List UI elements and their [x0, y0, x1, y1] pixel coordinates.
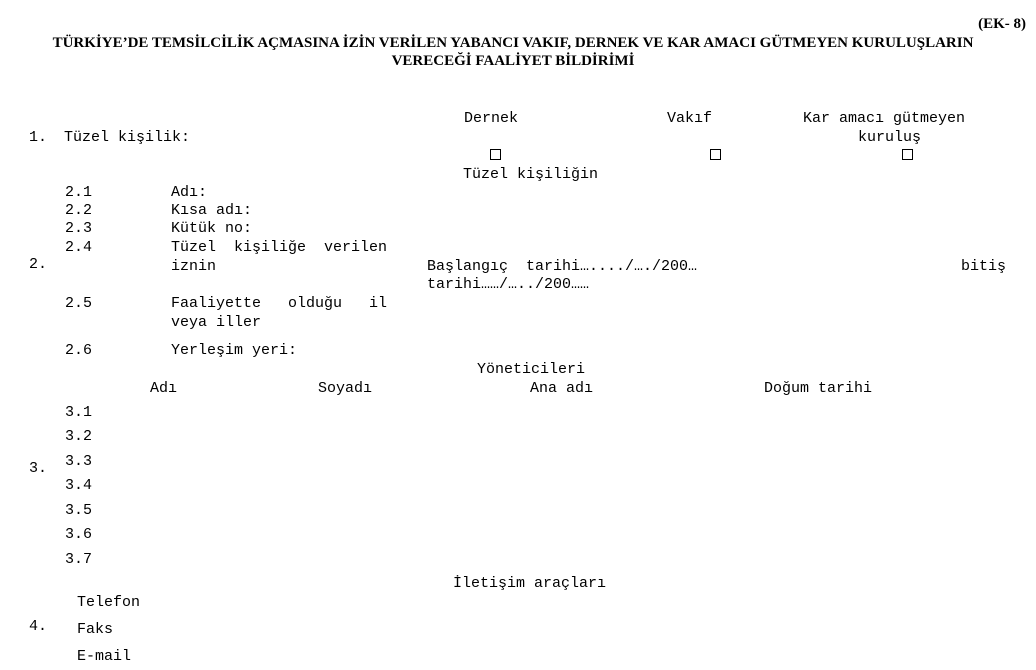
checkbox-nonprofit[interactable] — [902, 149, 913, 160]
item-number: 2.5 — [65, 295, 93, 312]
checkbox-dernek[interactable] — [490, 149, 501, 160]
form-title-line1: TÜRKİYE’DE TEMSİLCİLİK AÇMASINA İZİN VERİLEN YABANCI VAKIF, DERNEK VE KAR AMACI GÜTMEYEN KURULUŞLARIN — [52, 35, 974, 51]
table-row: 3.2 — [65, 428, 93, 445]
section2-heading: Tüzel kişiliğin — [463, 166, 599, 183]
item-label-name: Adı: — [171, 184, 208, 201]
annex-label: (EK- 8) — [978, 16, 1026, 32]
item-number: 2.3 — [65, 220, 93, 237]
item-number: 2.6 — [65, 342, 93, 359]
section1-label: Tüzel kişilik: — [64, 129, 191, 146]
item-label-short-name: Kısa adı: — [171, 202, 253, 219]
item-label-permit-line2: iznin — [171, 258, 217, 275]
item-number: 2.2 — [65, 202, 93, 219]
item-label-provinces-line2: veya iller — [171, 314, 262, 331]
item-label-residence: Yerleşim yeri: — [171, 342, 298, 359]
permit-end-label: bitiş — [961, 258, 1007, 275]
item-label-registry-no: Kütük no: — [171, 220, 253, 237]
contact-fax-label: Faks — [77, 621, 114, 638]
section4-number: 4. — [29, 618, 48, 635]
item-number: 2.1 — [65, 184, 93, 201]
column-header-surname: Soyadı — [318, 380, 373, 397]
item-number: 2.4 — [65, 239, 93, 256]
column-header-birth-date: Doğum tarihi — [764, 380, 873, 397]
permit-start-date-field[interactable]: Başlangıç tarihi…..../…./200… — [427, 258, 698, 275]
contact-email-label: E-mail — [77, 648, 132, 665]
option-label-nonprofit-line2: kuruluş — [858, 129, 922, 146]
form-title-line2: VERECEĞİ FAALİYET BİLDİRİMİ — [391, 53, 635, 69]
section4-heading: İletişim araçları — [453, 575, 607, 592]
table-row: 3.4 — [65, 477, 93, 494]
table-row: 3.6 — [65, 526, 93, 543]
item-label-provinces-line1: Faaliyette olduğu il — [171, 295, 388, 312]
table-row: 3.3 — [65, 453, 93, 470]
table-row: 3.1 — [65, 404, 93, 421]
option-label-nonprofit-line1: Kar amacı gütmeyen — [803, 110, 966, 127]
item-label-permit-line1: Tüzel kişiliğe verilen — [171, 239, 388, 256]
option-label-dernek: Dernek — [464, 110, 519, 127]
section3-number: 3. — [29, 460, 48, 477]
option-label-vakif: Vakıf — [667, 110, 713, 127]
section1-number: 1. — [29, 129, 48, 146]
table-row: 3.5 — [65, 502, 93, 519]
section2-number: 2. — [29, 256, 48, 273]
column-header-name: Adı — [150, 380, 178, 397]
column-header-mother-name: Ana adı — [530, 380, 594, 397]
contact-phone-label: Telefon — [77, 594, 141, 611]
checkbox-vakif[interactable] — [710, 149, 721, 160]
permit-end-date-field[interactable]: tarihi……/…../200…… — [427, 276, 590, 293]
table-row: 3.7 — [65, 551, 93, 568]
section3-heading: Yöneticileri — [477, 361, 586, 378]
